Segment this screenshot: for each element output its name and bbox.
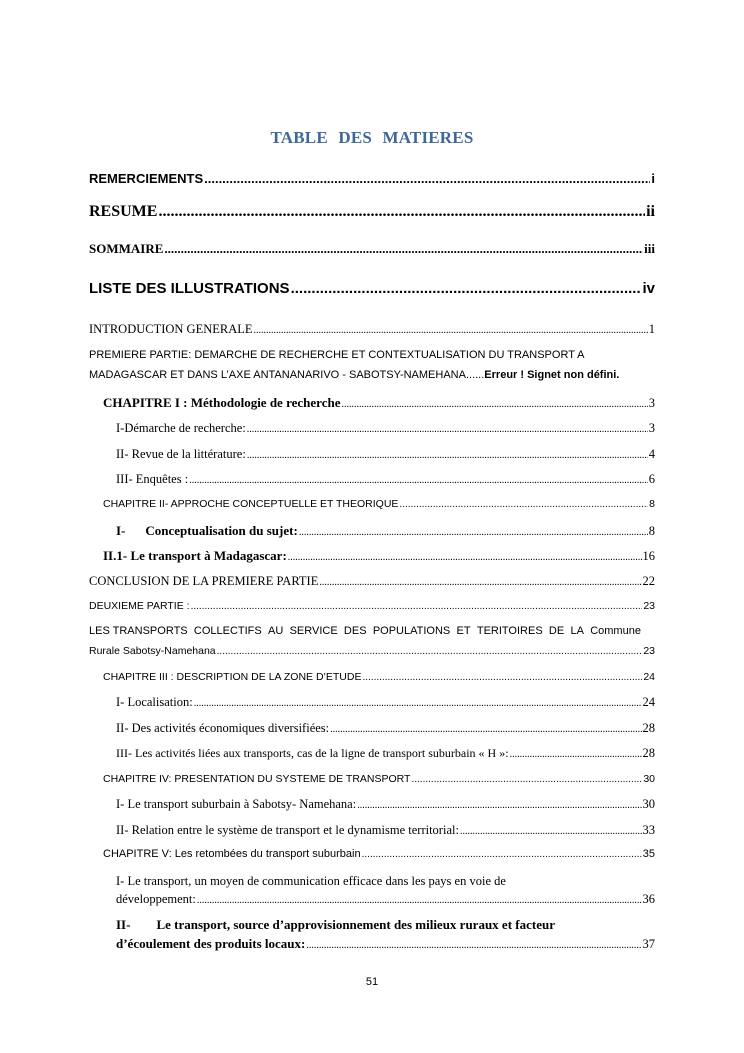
toc-entry-label: II.1- Le transport à Madagascar:: [103, 548, 287, 563]
dot-leader: [247, 450, 648, 461]
toc-entry-page: 3: [648, 421, 655, 435]
dot-leader: [319, 577, 641, 588]
toc-entry-label: CHAPITRE V: Les retombées du transport suburbain: [103, 848, 361, 860]
toc-entry-resume[interactable]: [89, 203, 655, 221]
toc-entry-label: CHAPITRE III : DESCRIPTION DE LA ZONE D’ETUDE: [103, 671, 362, 683]
toc-entry-chapitre-2[interactable]: [103, 498, 655, 510]
toc-entry-page: 6: [648, 472, 655, 486]
toc-entry-page: 4: [648, 447, 655, 461]
toc-entry-page: 37: [642, 937, 655, 951]
toc-entry-page: 16: [642, 549, 655, 563]
toc-word: AU: [268, 625, 284, 637]
dot-leader: [197, 895, 642, 906]
toc-entry-label: III- Les activités liées aux transports, cas de la ligne de transport suburbain « H »:: [116, 746, 509, 760]
dot-leader: ......: [465, 369, 485, 381]
dot-leader: [254, 325, 648, 336]
dot-leader: [158, 203, 645, 221]
toc-entry-premiere-partie-line2[interactable]: [89, 369, 655, 381]
toc-entry-page: 28: [642, 721, 655, 735]
toc-entry-number: I-: [116, 523, 126, 538]
toc-entry-activites-transports[interactable]: [116, 746, 655, 761]
toc-entry-page: 35: [642, 848, 655, 860]
toc-entry-source-approvisionnement-line1[interactable]: [116, 917, 655, 933]
toc-entry-number: II-: [116, 917, 131, 932]
dot-leader: [288, 552, 642, 563]
toc-entry-page: ii: [646, 203, 655, 220]
dot-leader: [291, 280, 642, 297]
dot-leader: [362, 672, 642, 683]
toc-entry-chapitre-5[interactable]: [103, 848, 655, 860]
dot-leader: [191, 601, 643, 612]
toc-entry-page: i: [651, 171, 655, 186]
toc-entry-chapitre-3[interactable]: [103, 671, 655, 683]
toc-word: ET: [456, 625, 471, 637]
toc-word: POPULATIONS: [372, 625, 451, 637]
toc-entry-remerciements[interactable]: [89, 171, 655, 186]
dot-leader: [399, 499, 648, 510]
toc-entry-label: RESUME: [89, 203, 158, 220]
dot-leader: [204, 171, 650, 186]
toc-entry-moyen-communication-line1[interactable]: I- Le transport, un moyen de communication efficace dans les pays en voie de: [116, 874, 506, 888]
toc-entry-label: II- Des activités économiques diversifiées:: [116, 721, 330, 735]
toc-entry-enquetes[interactable]: [116, 472, 655, 487]
toc-entry-label: CHAPITRE I : Méthodologie de recherche: [103, 395, 341, 410]
dot-leader: [510, 749, 642, 760]
toc-entry-activites-economiques[interactable]: [116, 721, 655, 736]
toc-entry-deuxieme-partie[interactable]: [89, 600, 655, 612]
toc-entry-page: iii: [644, 241, 655, 256]
toc-entry-label: III- Enquêtes :: [116, 472, 189, 486]
toc-entry-transports-collectifs-line2[interactable]: [89, 645, 655, 657]
toc-entry-page: 24: [643, 671, 655, 683]
toc-entry-label: CONCLUSION DE LA PREMIERE PARTIE: [89, 574, 319, 588]
toc-entry-page: 23: [643, 645, 655, 657]
toc-entry-localisation[interactable]: [116, 695, 655, 710]
toc-entry-page: 30: [642, 797, 655, 811]
toc-entry-label: d’écoulement des produits locaux:: [116, 936, 306, 951]
toc-entry-page: 28: [642, 746, 655, 760]
toc-entry-label: CHAPITRE IV: PRESENTATION DU SYSTEME DE TRANSPORT: [103, 773, 411, 785]
toc-entry-label: I-Démarche de recherche:: [116, 421, 246, 435]
toc-title: TABLE DES MATIERES: [270, 128, 474, 147]
toc-entry-label: développement:: [116, 892, 196, 906]
dot-leader: [306, 940, 641, 951]
toc-word: COLLECTIFS: [193, 625, 262, 637]
toc-entry-conclusion[interactable]: [89, 574, 655, 589]
toc-word: LES TRANSPORTS: [89, 625, 188, 637]
toc-entry-page: 23: [643, 600, 655, 612]
toc-entry-label: II- Relation entre le système de transport et le dynamisme territorial:: [116, 823, 459, 837]
toc-entry-label: II- Revue de la littérature:: [116, 447, 246, 461]
toc-entry-relation[interactable]: [116, 823, 655, 838]
toc-entry-sommaire[interactable]: [89, 241, 655, 257]
toc-entry-page: 36: [642, 892, 655, 906]
toc-entry-text: Conceptualisation du sujet:: [145, 523, 298, 538]
toc-entry-label: DEUXIEME PARTIE :: [89, 600, 190, 612]
toc-entry-label: I- Localisation:: [116, 695, 193, 709]
toc-entry-transports-collectifs-line1[interactable]: [89, 625, 641, 637]
toc-word: DE: [548, 625, 565, 637]
toc-entry-page: 8: [648, 524, 655, 538]
dot-leader: [330, 724, 641, 735]
dot-leader: [341, 399, 647, 410]
dot-leader: [460, 826, 642, 837]
dot-leader: [164, 241, 643, 257]
toc-word: Commune: [590, 625, 641, 637]
dot-leader: [299, 527, 648, 538]
dot-leader: [194, 698, 642, 709]
dot-leader: [411, 774, 642, 785]
toc-entry-page: 8: [649, 498, 655, 510]
toc-entry-demarche[interactable]: [116, 421, 655, 436]
toc-entry-transport-suburbain[interactable]: [116, 797, 655, 812]
toc-entry-label: [116, 523, 298, 539]
toc-entry-moyen-communication-line2[interactable]: [116, 892, 655, 907]
toc-entry-label: REMERCIEMENTS: [89, 171, 204, 186]
toc-entry-transport-madagascar[interactable]: [103, 548, 655, 564]
toc-word: LA: [570, 625, 584, 637]
toc-entry-liste-illustrations[interactable]: [89, 280, 655, 297]
toc-entry-page: 22: [642, 574, 655, 588]
dot-leader: [362, 849, 642, 860]
dot-leader: [189, 475, 648, 486]
dot-leader: [247, 424, 648, 435]
toc-entry-page: 33: [642, 823, 655, 837]
dot-leader: [217, 646, 643, 657]
toc-entry-premiere-partie-line1[interactable]: PREMIERE PARTIE: DEMARCHE DE RECHERCHE ET CONTEXTUALISATION DU TRANSPORT A: [89, 349, 585, 361]
toc-entry-introduction[interactable]: [89, 322, 655, 337]
page-number: 51: [365, 976, 379, 988]
toc-entry-chapitre-4[interactable]: [103, 773, 655, 785]
toc-entry-conceptualisation[interactable]: [116, 523, 655, 539]
toc-entry-page: 24: [642, 695, 655, 709]
toc-entry-label: I- Le transport suburbain à Sabotsy- Namehana:: [116, 797, 357, 811]
toc-entry-page: 3: [648, 396, 655, 410]
toc-entry-page: 30: [643, 773, 655, 785]
toc-entry-chapitre-1[interactable]: [103, 395, 655, 411]
toc-entry-label: INTRODUCTION GENERALE: [89, 322, 253, 336]
error-bookmark-text: Erreur ! Signet non défini.: [484, 369, 620, 381]
toc-entry-label: Rurale Sabotsy-Namehana: [89, 645, 216, 657]
toc-entry-label: MADAGASCAR ET DANS L’AXE ANTANANARIVO - SABOTSY-NAMEHANA: [89, 369, 466, 381]
toc-entry-page: 1: [648, 322, 655, 336]
toc-entry-label: CHAPITRE II- APPROCHE CONCEPTUELLE ET THEORIQUE: [103, 498, 399, 510]
toc-entry-text: Le transport, source d’approvisionnement des milieux ruraux et facteur: [156, 917, 555, 932]
toc-entry-revue[interactable]: [116, 447, 655, 462]
dot-leader: [357, 800, 641, 811]
toc-entry-label: LISTE DES ILLUSTRATIONS: [89, 280, 290, 297]
toc-word: TERITOIRES: [476, 625, 543, 637]
toc-word: SERVICE: [289, 625, 338, 637]
toc-entry-label: SOMMAIRE: [89, 241, 164, 256]
toc-entry-source-approvisionnement-line2[interactable]: [116, 936, 655, 952]
toc-entry-page: iv: [642, 280, 655, 297]
toc-word: DES: [343, 625, 367, 637]
